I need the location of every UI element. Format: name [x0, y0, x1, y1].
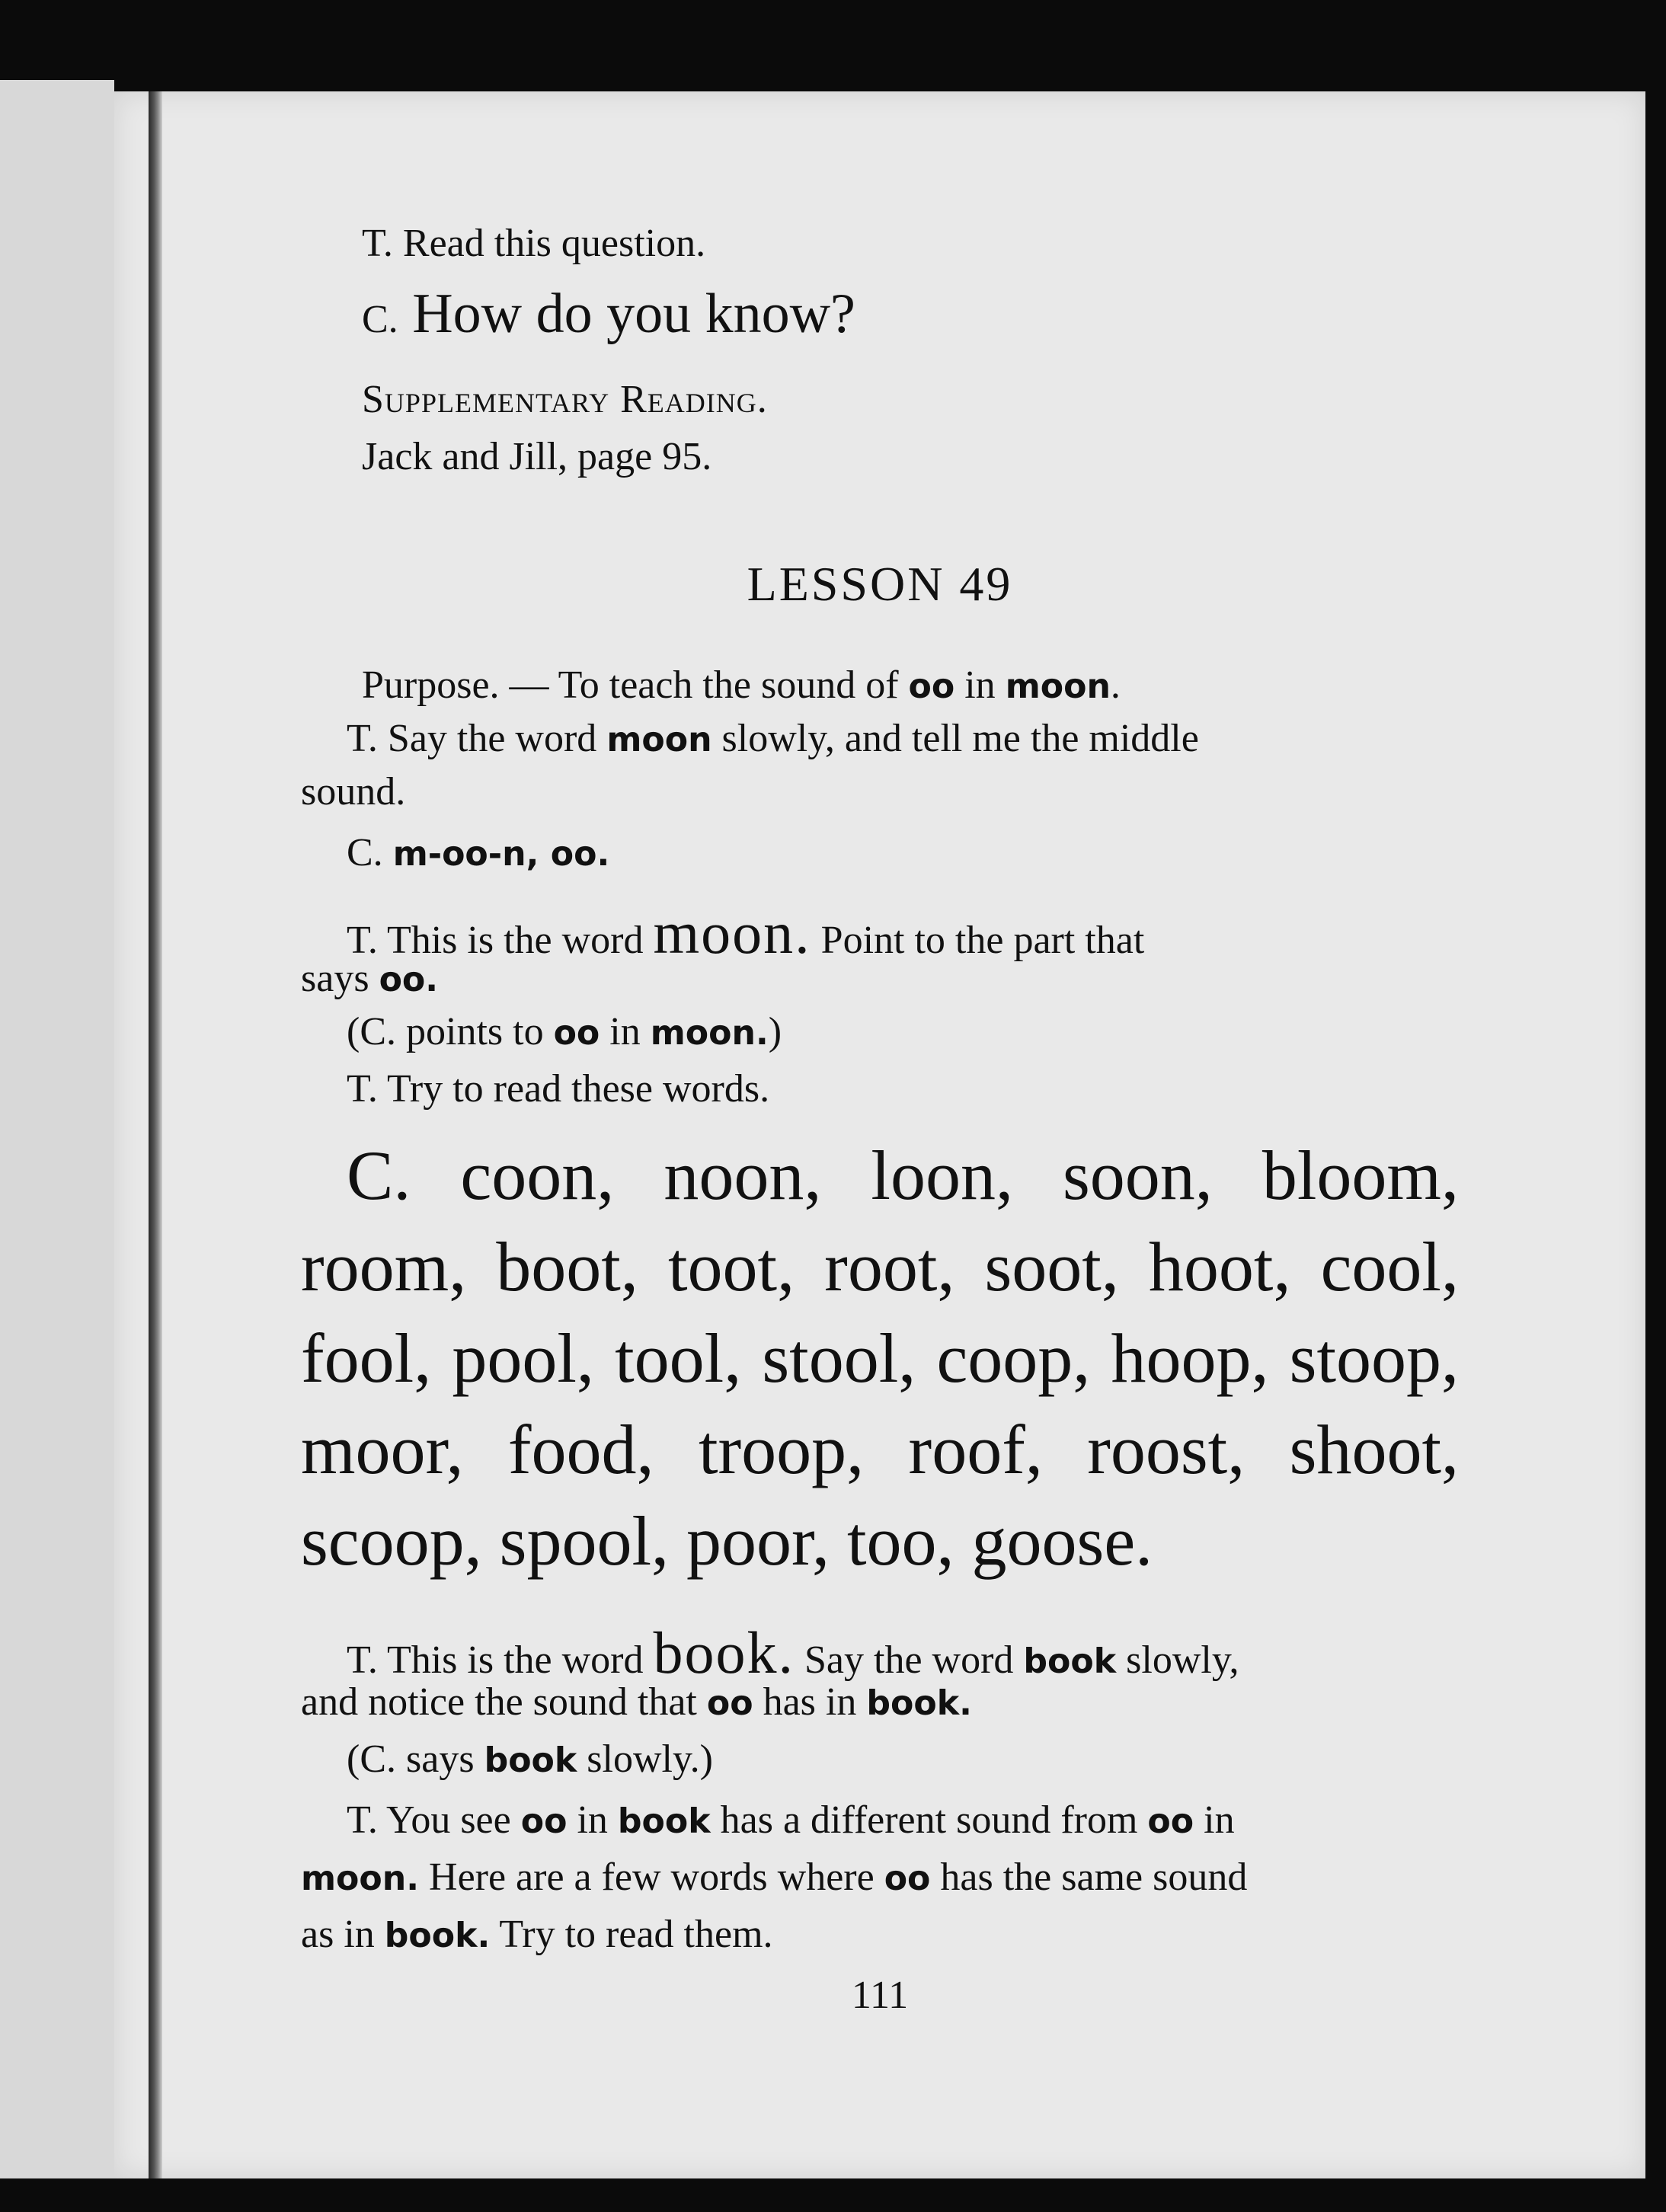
bold-term: book	[1023, 1642, 1117, 1681]
line-text: has in	[763, 1680, 857, 1724]
line-text: T. This is the word	[347, 919, 644, 962]
bold-term: moon.	[301, 1859, 420, 1898]
bold-term: oo	[520, 1802, 568, 1841]
lesson-title: LESSON 49	[747, 557, 1013, 611]
word-list-line-3: fool, pool, tool, stool, coop, hoop, stoop,	[301, 1319, 1459, 1397]
line-text: Try to read them.	[499, 1913, 773, 1956]
line-text: Here are a few words where	[429, 1856, 875, 1899]
bold-term: oo	[884, 1859, 931, 1898]
line-text: in	[1204, 1798, 1235, 1842]
bold-term: book.	[384, 1916, 491, 1955]
line-says-book	[347, 1737, 713, 1782]
line-purpose	[362, 663, 1121, 708]
word-list-line-1: C. coon, noon, loon, soon, bloom,	[347, 1136, 1459, 1214]
line-try-read: T. Try to read these words.	[347, 1067, 770, 1111]
line-text: says	[301, 957, 369, 1000]
line-text: T. Say the word	[347, 717, 597, 760]
line-sound: sound.	[301, 770, 406, 814]
line-text: Read this question.	[402, 222, 706, 265]
line-says-oo	[301, 956, 438, 1001]
line-text: in	[964, 663, 996, 707]
speaker-label: C.	[362, 298, 398, 341]
line-text: in	[609, 1010, 641, 1053]
line-text: T. You see	[347, 1798, 511, 1842]
word-list-line-4: moor, food, troop, roof, roost, shoot,	[301, 1411, 1459, 1488]
line-text: in	[577, 1798, 608, 1842]
large-word: book.	[653, 1619, 795, 1686]
line-text: and notice the sound that	[301, 1680, 697, 1724]
bold-term: moon.	[650, 1014, 769, 1053]
supplementary-heading: Supplementary Reading.	[362, 378, 768, 421]
large-word: moon.	[653, 900, 811, 966]
bold-term: oo	[706, 1684, 753, 1723]
line-text: (C. says	[347, 1737, 475, 1781]
line-text: T. This is the word	[347, 1638, 644, 1682]
line-text: Say the word	[804, 1638, 1014, 1682]
speaker-label: C.	[347, 831, 383, 874]
bold-term: oo	[908, 667, 955, 706]
line-text: How do you know?	[412, 283, 855, 345]
speaker-label: T.	[362, 222, 393, 265]
page-gutter	[149, 91, 162, 2178]
word-list-line-2: room, boot, toot, root, soot, hoot, cool,	[301, 1228, 1459, 1306]
line-read-question	[362, 221, 705, 266]
line-text: has the same sound	[940, 1856, 1248, 1899]
line-how-do-you-know	[362, 282, 855, 347]
line-here-are	[301, 1855, 1247, 1900]
left-page-edge	[0, 80, 114, 2178]
bold-term: oo.	[379, 961, 439, 999]
bold-term: book.	[866, 1684, 972, 1723]
bold-term: moon	[1005, 667, 1111, 706]
line-c-moon	[347, 830, 609, 875]
page-number: 111	[851, 1974, 909, 2017]
line-text: )	[768, 1010, 782, 1053]
word-list-line-5: scoop, spool, poor, too, goose.	[301, 1502, 1153, 1580]
line-points	[347, 1009, 782, 1054]
line-this-book	[347, 1619, 1239, 1687]
bold-term: moon	[606, 721, 712, 759]
line-try-them	[301, 1912, 773, 1957]
line-text: has a different sound from	[720, 1798, 1138, 1842]
line-this-moon	[347, 899, 1144, 967]
line-say-moon	[347, 716, 1199, 761]
bold-term: book	[484, 1741, 577, 1780]
bold-term: oo	[1147, 1802, 1194, 1841]
supplementary-reference: Jack and Jill, page 95.	[362, 435, 712, 478]
line-notice-sound	[301, 1680, 972, 1725]
line-text: slowly, and tell me the middle	[721, 717, 1199, 760]
line-text: as in	[301, 1913, 375, 1956]
bold-term: book	[617, 1802, 711, 1841]
line-text: Purpose. — To teach the sound of	[362, 663, 899, 707]
bold-term: oo	[553, 1014, 600, 1053]
line-you-see	[347, 1798, 1235, 1843]
bold-term: m-oo-n, oo.	[392, 835, 610, 874]
line-text: .	[1110, 663, 1121, 707]
line-text: slowly,	[1126, 1638, 1239, 1682]
line-text: Point to the part that	[820, 919, 1145, 962]
line-text: (C. points to	[347, 1010, 544, 1053]
line-text: slowly.)	[587, 1737, 713, 1781]
